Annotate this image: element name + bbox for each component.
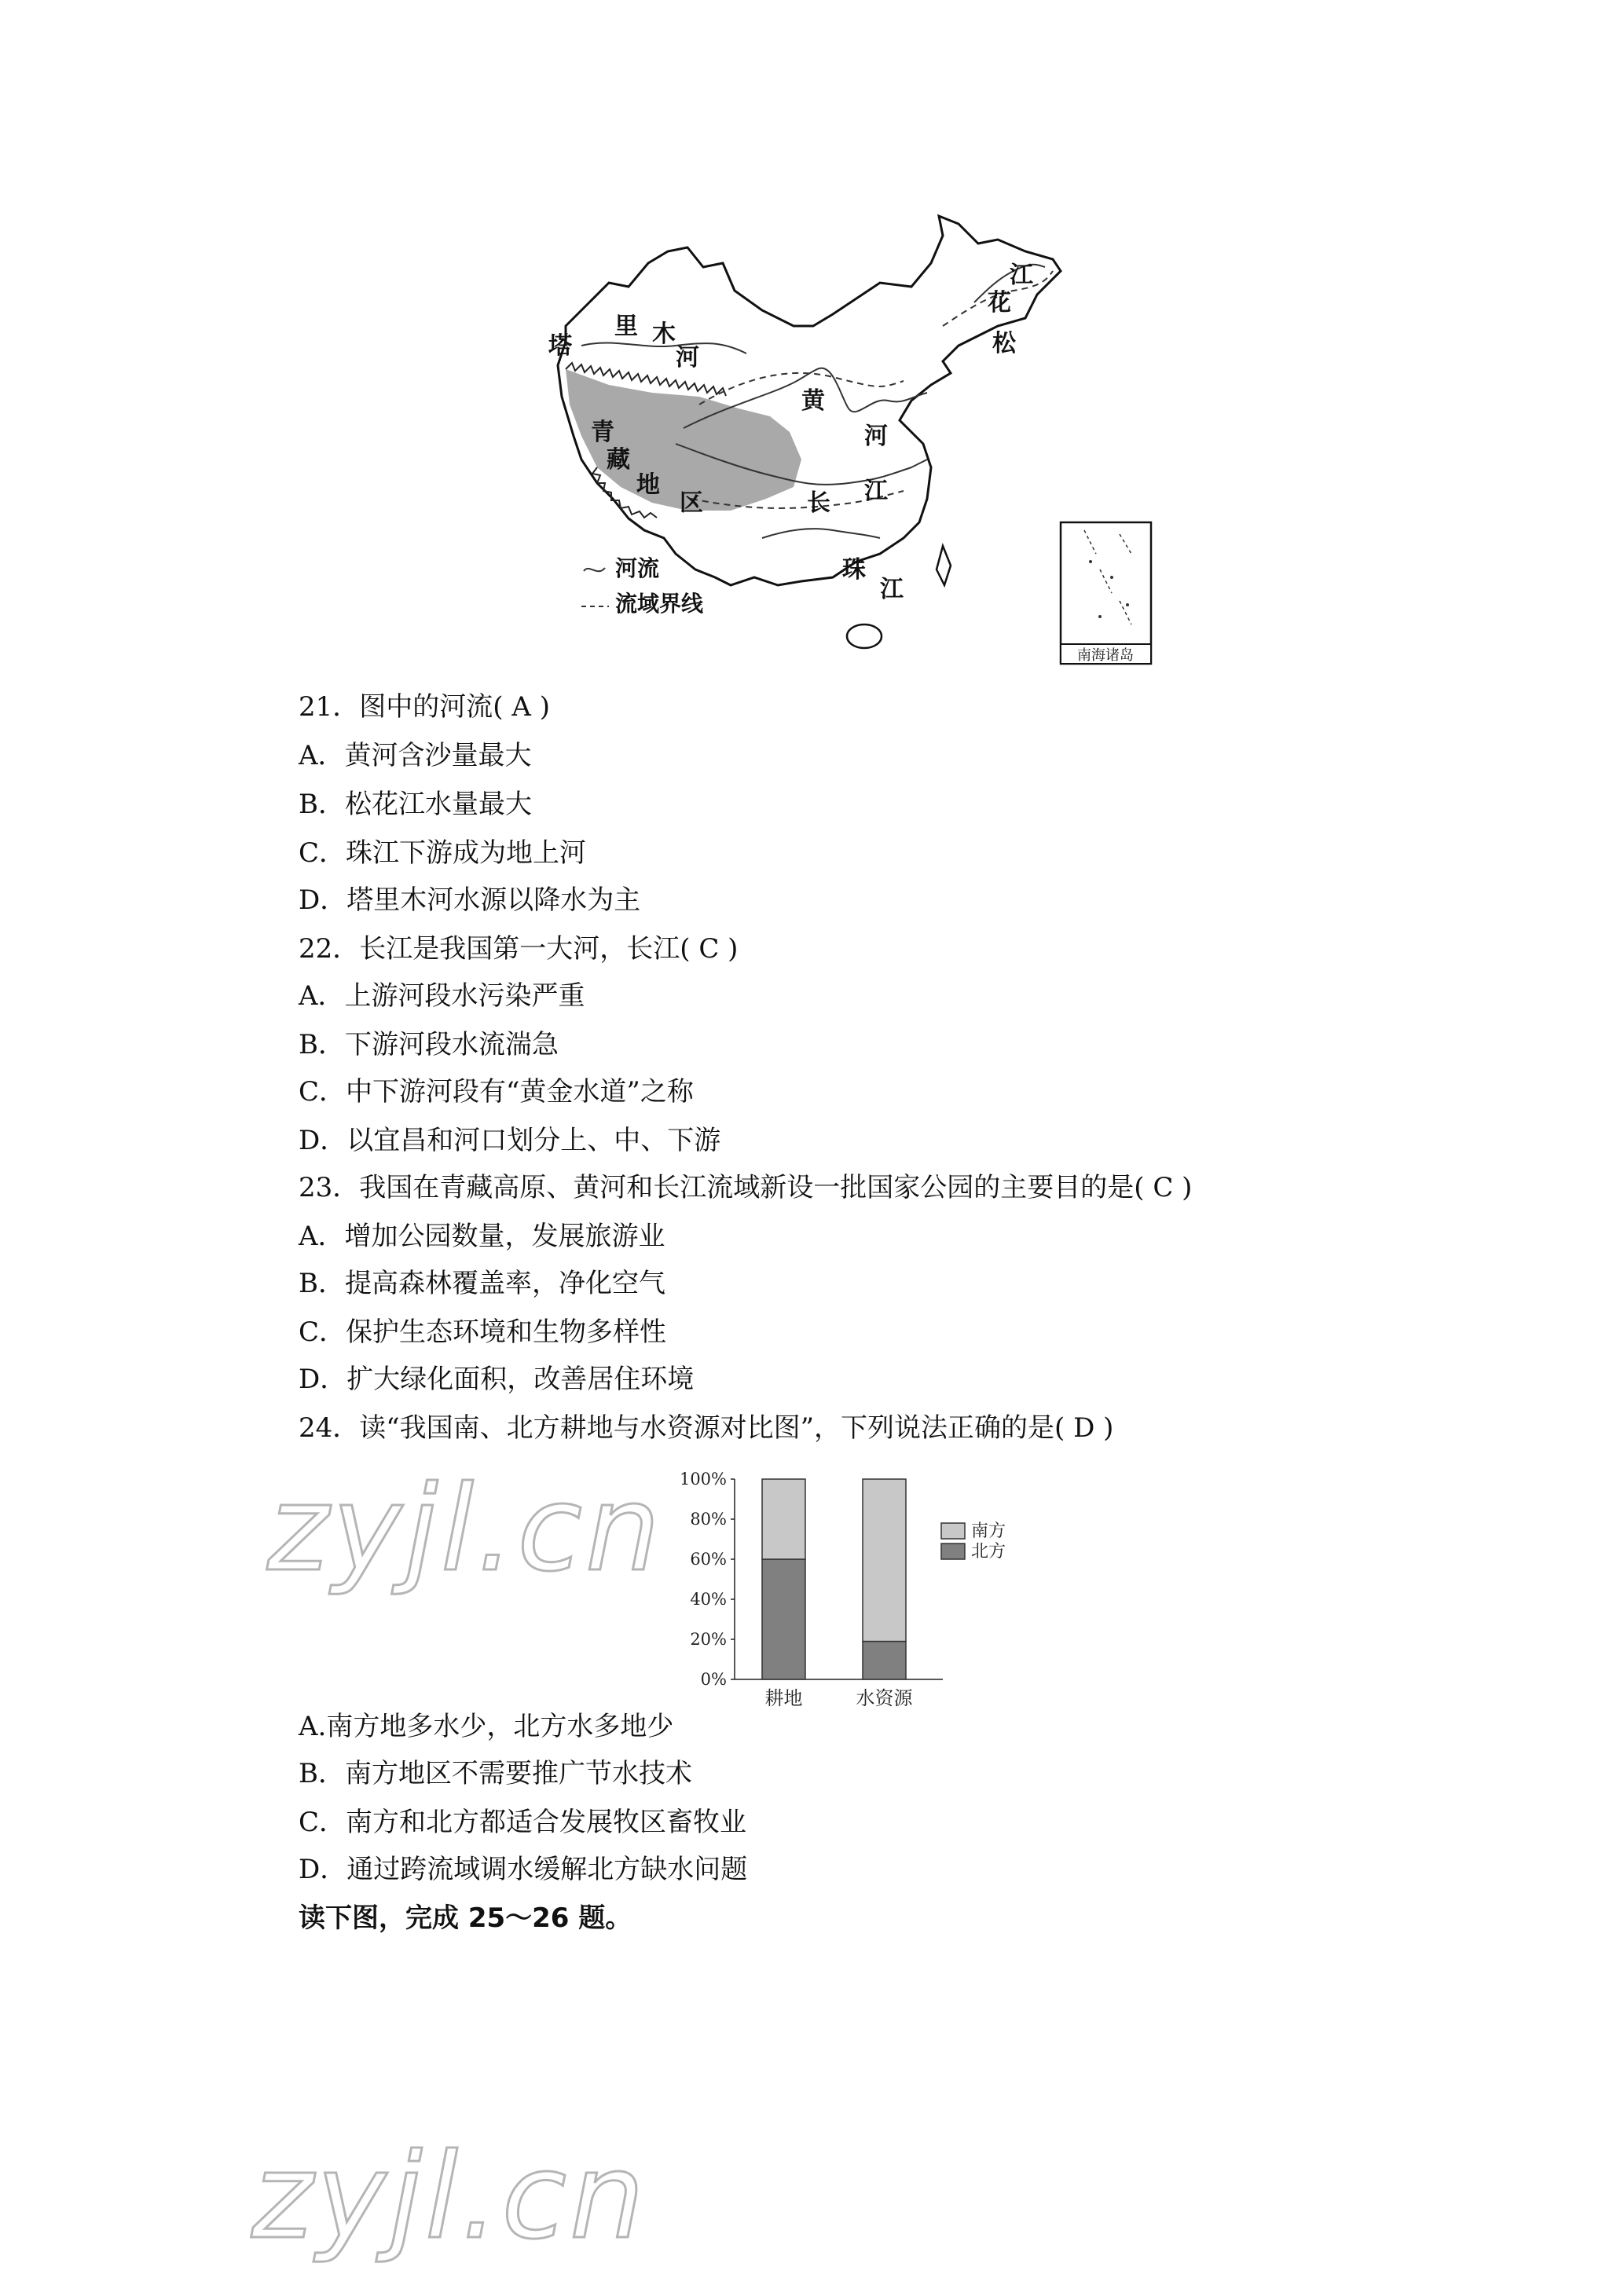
label-zang: 藏 (607, 446, 630, 474)
question-23-option-b: B．提高森林覆盖率，净化空气 (299, 1268, 665, 1299)
inset-label: 南海诸岛 (1077, 647, 1134, 664)
y-tick-label: 40% (690, 1590, 727, 1609)
farmland-water-chart (660, 1449, 1037, 1708)
question-23-option-c: C．保护生态环境和生物多样性 (299, 1316, 667, 1348)
label-he-tarim: 河 (676, 344, 699, 372)
y-tick-label: 80% (690, 1510, 727, 1529)
label-song: 松 (992, 330, 1016, 357)
legend-swatch-南方 (941, 1523, 965, 1539)
question-21-option-b: B．松花江水量最大 (299, 789, 532, 820)
y-tick-label: 0% (700, 1670, 727, 1689)
hainan-island (847, 624, 882, 648)
bar-北方-耕地 (762, 1559, 805, 1679)
taiwan-island (937, 546, 951, 585)
question-23-stem: 23．我国在青藏高原、黄河和长江流域新设一批国家公园的主要目的是( C ) (299, 1172, 1193, 1203)
legend-label-北方: 北方 (971, 1542, 1006, 1562)
label-jiang-pearl: 江 (880, 576, 904, 603)
south-china-sea-inset (1061, 522, 1151, 664)
label-zhu: 珠 (842, 556, 866, 584)
watermark-top: zyjl.cn (267, 1461, 664, 1598)
label-hua: 花 (988, 289, 1011, 317)
question-22-option-b: B．下游河段水流湍急 (299, 1029, 559, 1060)
label-jiang-yangtze: 江 (864, 478, 888, 505)
label-qing: 青 (591, 419, 614, 446)
legend-river-symbol (584, 568, 605, 571)
question-24-option-c: C．南方和北方都适合发展牧区畜牧业 (299, 1807, 747, 1838)
label-chang: 长 (807, 489, 830, 517)
read-instruction: 读下图，完成 25～26 题。 (299, 1902, 632, 1934)
y-tick-label: 20% (690, 1630, 727, 1649)
label-mu: 木 (652, 320, 676, 348)
y-tick-label: 100% (679, 1470, 727, 1489)
question-23-option-d: D．扩大绿化面积，改善居住环境 (299, 1364, 695, 1395)
legend-river-label: 河流 (615, 555, 660, 581)
question-21-option-d: D．塔里木河水源以降水为主 (299, 884, 641, 916)
bar-南方-水资源 (863, 1479, 906, 1642)
x-tick-label: 水资源 (856, 1687, 913, 1708)
question-24-stem: 24．读“我国南、北方耕地与水资源对比图”，下列说法正确的是( D ) (299, 1412, 1114, 1444)
label-qu: 区 (680, 489, 703, 517)
china-rivers-map (534, 208, 1163, 672)
question-23-option-a: A．增加公园数量，发展旅游业 (299, 1221, 665, 1252)
question-24-option-d: D．通过跨流域调水缓解北方缺水问题 (299, 1854, 748, 1885)
legend-swatch-北方 (941, 1543, 965, 1559)
y-tick-label: 60% (690, 1550, 727, 1569)
question-22-option-c: C．中下游河段有“黄金水道”之称 (299, 1076, 694, 1108)
question-24-option-a: A.南方地多水少，北方水多地少 (299, 1711, 674, 1742)
question-22-option-a: A．上游河段水污染严重 (299, 980, 585, 1012)
label-li: 里 (614, 313, 638, 340)
question-24-option-b: B．南方地区不需要推广节水技术 (299, 1758, 692, 1789)
question-22-option-d: D．以宜昌和河口划分上、中、下游 (299, 1125, 721, 1156)
x-tick-label: 耕地 (764, 1687, 803, 1708)
label-he-yellow: 河 (864, 423, 888, 450)
question-21-stem: 21．图中的河流( A ) (299, 691, 550, 723)
bar-南方-耕地 (762, 1479, 805, 1559)
bar-北方-水资源 (863, 1642, 906, 1679)
pearl-river (762, 529, 880, 538)
watermark-bottom: zyjl.cn (251, 2129, 648, 2265)
question-22-stem: 22．长江是我国第一大河，长江( C ) (299, 933, 739, 965)
label-huang: 黄 (801, 387, 825, 415)
question-21-option-c: C．珠江下游成为地上河 (299, 837, 587, 869)
question-21-option-a: A．黄河含沙量最大 (299, 740, 532, 771)
legend-boundary-label: 流域界线 (615, 591, 704, 617)
label-ta: 塔 (548, 332, 572, 360)
label-jiang-songhua: 江 (1010, 262, 1033, 289)
label-di: 地 (636, 471, 660, 499)
legend-label-南方: 南方 (971, 1522, 1006, 1541)
